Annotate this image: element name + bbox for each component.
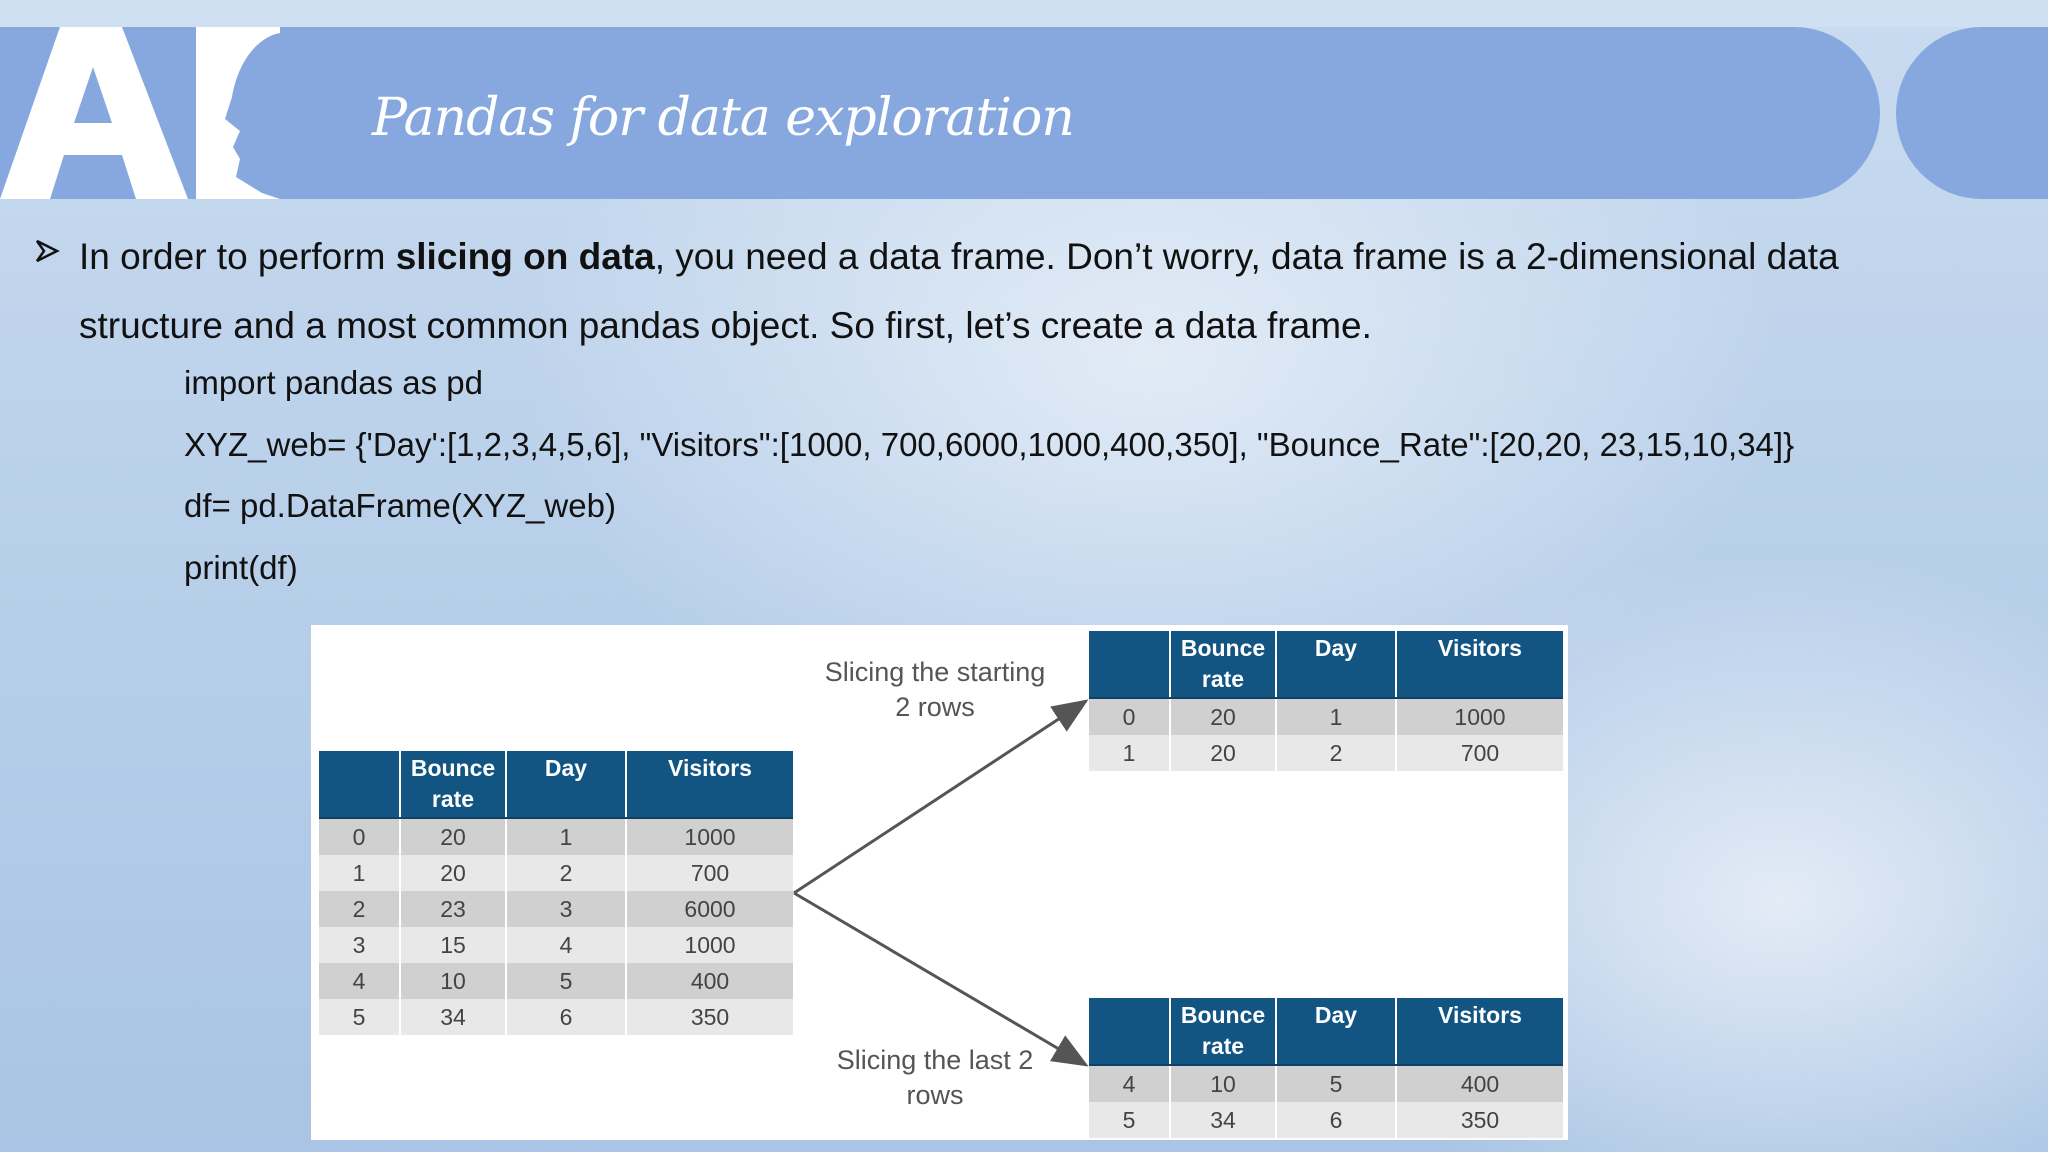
table-cell: 20	[1171, 699, 1277, 735]
table-row	[319, 963, 793, 999]
code-line-dataframe: df= pd.DataFrame(XYZ_web)	[184, 487, 616, 524]
table-cell: 1	[507, 819, 627, 855]
column-header: Visitors	[668, 755, 752, 781]
caption-bottom: Slicing the last 2 rows	[836, 1045, 1034, 1110]
column-header: Day	[1277, 998, 1397, 1064]
table-cell: 2	[1277, 735, 1397, 771]
table-cell: 350	[1460, 1107, 1500, 1133]
table-cell: 10	[401, 963, 507, 999]
column-header	[319, 751, 401, 817]
intro-text-before: In order to perform	[79, 236, 396, 277]
table-cell: 10	[1171, 1066, 1277, 1102]
code-line-print: print(df)	[184, 549, 298, 586]
table-cell: 1000	[684, 824, 736, 850]
table-cell: 3	[319, 927, 401, 963]
code-line-dict: XYZ_web= {'Day':[1,2,3,4,5,6], "Visitors":[1000, 700,6000,1000,400,350], "Bounce_Rate":[20,20, 23,15,10,34]}	[184, 426, 1795, 463]
column-header	[1089, 631, 1171, 697]
intro-paragraph	[79, 222, 1979, 360]
column-header: Bounce rate	[1171, 631, 1277, 697]
ai-logo	[0, 27, 280, 199]
caption-top: Slicing the starting 2 rows	[824, 657, 1046, 722]
table-row	[1089, 1066, 1563, 1102]
table-cell: 700	[690, 860, 730, 886]
table-cell: 20	[1171, 735, 1277, 771]
arrow-to-bottom-table	[794, 893, 1086, 1065]
intro-text-after: , you need a data frame. Don’t worry, data frame is a 2-dimensional data structure and a most common pandas object. So first, let’s create a data frame.	[79, 236, 1839, 346]
page-title: Pandas for data exploration	[372, 88, 1074, 148]
code-line-import: import pandas as pd	[184, 364, 484, 401]
table-row	[319, 891, 793, 927]
table-row	[319, 855, 793, 891]
slicing-diagram	[311, 625, 1568, 1140]
column-header: Bounce rate	[401, 751, 507, 817]
column-header: Visitors	[1438, 1002, 1522, 1028]
table-cell: 4	[319, 963, 401, 999]
arrow-bullet-icon	[34, 238, 60, 264]
table-cell: 2	[319, 891, 401, 927]
table-cell: 4	[1089, 1066, 1171, 1102]
table-cell: 34	[401, 999, 507, 1035]
table-cell: 400	[690, 968, 730, 994]
table-cell: 0	[1089, 699, 1171, 735]
table-cell: 2	[507, 855, 627, 891]
column-header: Day	[507, 751, 627, 817]
column-header	[1089, 998, 1171, 1064]
table-cell: 400	[1460, 1071, 1500, 1097]
table-cell: 1	[319, 855, 401, 891]
table-cell: 6	[1277, 1102, 1397, 1138]
table-cell: 0	[319, 819, 401, 855]
last-two-rows-table	[1089, 998, 1563, 1138]
table-row	[1089, 699, 1563, 735]
table-cell: 1	[1089, 735, 1171, 771]
column-header: Visitors	[1438, 635, 1522, 661]
table-row	[319, 999, 793, 1035]
table-cell: 34	[1171, 1102, 1277, 1138]
table-row	[1089, 1102, 1563, 1138]
table-cell: 5	[319, 999, 401, 1035]
table-row	[1089, 735, 1563, 771]
table-cell: 5	[507, 963, 627, 999]
table-cell: 20	[401, 855, 507, 891]
table-row	[319, 819, 793, 855]
arrow-to-top-table	[794, 701, 1086, 893]
table-header	[319, 751, 793, 819]
table-cell: 1	[1277, 699, 1397, 735]
table-cell: 700	[1460, 740, 1500, 766]
table-header	[1089, 998, 1563, 1066]
table-cell: 350	[690, 1004, 730, 1030]
table-cell: 3	[507, 891, 627, 927]
table-cell: 6	[507, 999, 627, 1035]
table-cell: 1000	[684, 932, 736, 958]
top-strip	[0, 0, 2048, 27]
table-cell: 15	[401, 927, 507, 963]
first-two-rows-table	[1089, 631, 1563, 771]
table-header	[1089, 631, 1563, 699]
table-cell: 23	[401, 891, 507, 927]
column-header: Day	[1277, 631, 1397, 697]
table-cell: 4	[507, 927, 627, 963]
table-cell: 6000	[684, 896, 736, 922]
table-cell: 5	[1277, 1066, 1397, 1102]
table-cell: 20	[401, 819, 507, 855]
column-header: Bounce rate	[1171, 998, 1277, 1064]
table-row	[319, 927, 793, 963]
table-cell: 5	[1089, 1102, 1171, 1138]
full-dataframe-table	[319, 751, 793, 1035]
header-band-right	[1896, 27, 2048, 199]
intro-text-bold: slicing on data	[395, 236, 655, 277]
table-cell: 1000	[1454, 704, 1506, 730]
